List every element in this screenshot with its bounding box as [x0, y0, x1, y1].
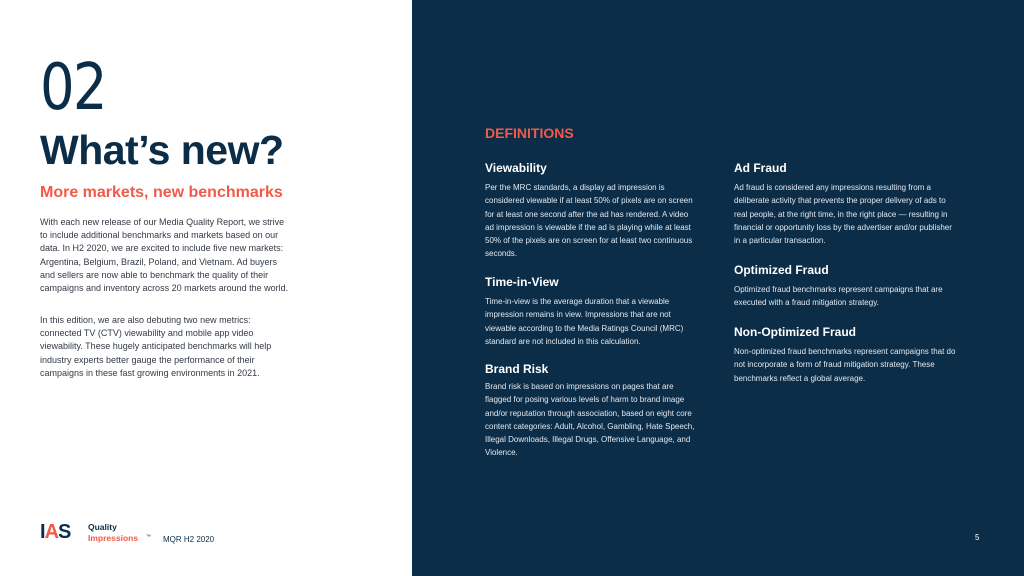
term-text-brand-risk: Brand risk is based on impressions on pages that are flagged for posing various levels of harm to brand image and/or reputation through association, based on eight core content categories: Adult, Alcohol, Gambling, Hate Speech, Illegal Downloads, Illegal Drugs, Offensive Language, and Violence.: [485, 382, 695, 458]
left-panel: [0, 0, 412, 576]
intro-paragraph-2: In this edition, we are also debuting two new metrics: connected TV (CTV) viewability and mobile app video viewability. These hugely anticipated benchmarks will help industry experts better gauge the performance of their campaigns in these fast growing environments in 2021.: [40, 315, 272, 378]
term-text-ad-fraud: Ad fraud is considered any impressions resulting from a deliberate activity that prevents the proper delivery of ads to real people, at the right time, in the right place — resulting in financial or opportunity loss by the advertiser and/or publisher in a particular transaction.: [734, 183, 952, 246]
term-text-optimized-fraud: Optimized fraud benchmarks represent campaigns that are executed with a fraud mitigation strategy.: [734, 285, 943, 308]
section-number: 02: [40, 51, 106, 125]
ias-logo-text: IAS: [40, 521, 71, 543]
logo-line-impressions: Impressions: [88, 533, 139, 543]
term-title-time-in-view: Time-in-View: [485, 275, 559, 289]
report-label: MQR H2 2020: [163, 535, 215, 544]
definitions-heading: DEFINITIONS: [485, 125, 574, 141]
term-text-time-in-view: Time-in-view is the average duration that a viewable impression remains in view. Impressions that are not viewable according to the Media Ratings Council (MRC) standard are not included in this calculation.: [485, 297, 684, 346]
logo-line-quality: Quality: [88, 522, 117, 532]
page-number: 5: [975, 533, 980, 542]
term-title-ad-fraud: Ad Fraud: [734, 161, 787, 175]
term-text-non-optimized-fraud: Non-optimized fraud benchmarks represent campaigns that do not incorporate a form of fraud mitigation strategy. These benchmarks reflect a global average.: [734, 347, 956, 383]
term-title-brand-risk: Brand Risk: [485, 362, 549, 376]
term-text-viewability: Per the MRC standards, a display ad impression is considered viewable if at least 50% of pixels are on screen for at least one second after the ad has rendered. A video ad impression is viewable if the ad is playing while at least 50% of the pixels are on screen for at least two continuous seconds.: [485, 183, 693, 259]
term-title-optimized-fraud: Optimized Fraud: [734, 263, 829, 277]
trademark-symbol: ™: [146, 534, 151, 540]
ias-logo-mark: [40, 522, 70, 542]
page-title: What’s new?: [40, 127, 284, 173]
intro-paragraph-1: With each new release of our Media Quality Report, we strive to include additional benchmarks and markets based on our data. In H2 2020, we are excited to include five new markets: Argentina, Belgium, Brazil, Poland, and Vietnam. Ad buyers and sellers are now able to benchmark the quality of their campaigns and inventory across 20 markets around the world.: [40, 217, 289, 294]
term-title-non-optimized-fraud: Non-Optimized Fraud: [734, 325, 856, 339]
term-title-viewability: Viewability: [485, 161, 547, 175]
page-subtitle: More markets, new benchmarks: [40, 184, 283, 201]
